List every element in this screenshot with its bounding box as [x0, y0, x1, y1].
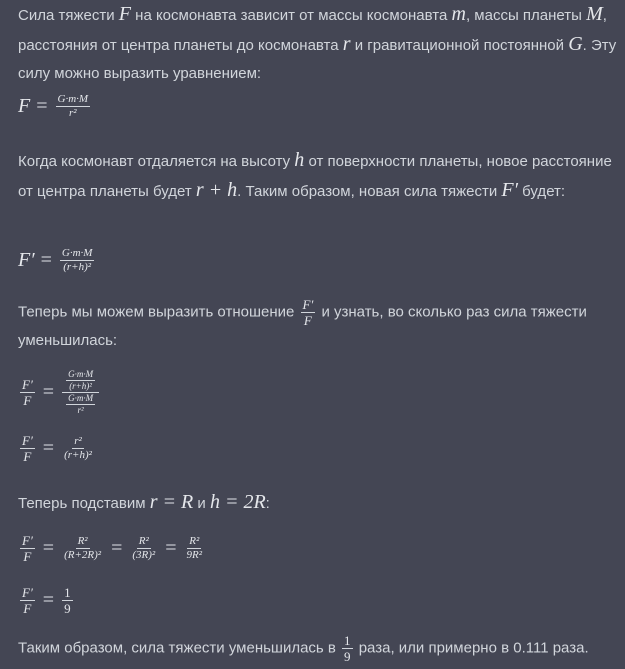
text: , расстояния от центра планеты до космонавта — [18, 7, 607, 54]
numerator: F′ — [22, 533, 33, 548]
math-h: h — [294, 149, 305, 171]
text: Теперь мы можем выразить отношение — [18, 303, 295, 321]
denominator: (R+2R)² — [64, 549, 102, 561]
text: , массы планеты — [465, 7, 582, 24]
eq-sign: = — [40, 249, 52, 271]
math-M: M — [586, 3, 603, 25]
fraction-lhs — [20, 534, 35, 563]
math-Fprime: F′ — [501, 179, 518, 201]
eq-sign: = — [42, 437, 55, 459]
paragraph-intro — [18, 0, 619, 88]
numerator: R² — [138, 535, 149, 547]
denominator: F — [23, 601, 32, 616]
equation-ratio-simplified — [18, 434, 96, 463]
eq-lhs: F′ — [18, 249, 35, 271]
fraction-bottom — [66, 394, 95, 415]
eq-sign: = — [42, 537, 55, 559]
fraction-lhs — [20, 378, 35, 407]
eq-sign: = — [111, 537, 123, 559]
math-expr: r + h — [195, 179, 238, 201]
fraction-ratio — [301, 298, 316, 327]
denominator: F — [23, 449, 32, 464]
text: будет: — [522, 183, 566, 200]
text: Когда космонавт отдаляется на высоту — [18, 153, 291, 170]
fraction-lhs — [20, 586, 35, 615]
fraction-lhs — [20, 434, 35, 463]
math-m: m — [451, 3, 466, 25]
denominator: F — [23, 393, 32, 408]
equation-ratio-complex — [18, 370, 101, 415]
text: и — [197, 495, 206, 512]
math-F: F — [118, 3, 131, 25]
equation-result — [18, 586, 75, 615]
denominator: r² — [77, 405, 84, 415]
paragraph-conclusion — [18, 634, 619, 663]
denominator: (r+h)² — [64, 449, 92, 461]
paragraph-ratio — [18, 298, 619, 355]
paragraph-substitute — [18, 488, 619, 518]
fraction-compound — [62, 370, 99, 415]
numerator: R² — [77, 535, 88, 547]
fraction — [62, 536, 103, 561]
fraction — [62, 586, 73, 615]
text: от поверхности планеты, новое расстояние от центра планеты будет — [18, 153, 612, 200]
fraction-top — [66, 370, 95, 391]
text: Теперь подставим — [18, 495, 146, 512]
numerator — [62, 370, 99, 393]
fraction-one-ninth — [342, 634, 353, 663]
denominator: (r+h)² — [63, 261, 92, 273]
denominator: (3R)² — [132, 549, 156, 561]
text: на космонавта зависит от массы космонавта — [135, 7, 448, 24]
numerator: G·m·M — [68, 369, 94, 379]
numerator: F′ — [22, 433, 33, 448]
math-expr: h = 2R — [209, 491, 266, 513]
equation-new-force — [18, 248, 96, 273]
fraction — [60, 248, 95, 273]
text: раза, или примерно в 0.111 раза. — [358, 639, 589, 657]
denominator: (r+h)² — [69, 381, 92, 391]
eq-sign: = — [165, 537, 177, 559]
eq-lhs: F — [18, 95, 31, 117]
numerator: F′ — [22, 377, 33, 392]
denominator: 9 — [344, 649, 351, 664]
numerator: r² — [74, 435, 82, 447]
numerator: G·m·M — [68, 393, 94, 403]
denominator: F — [23, 549, 32, 564]
numerator: R² — [189, 535, 200, 547]
fraction — [184, 536, 204, 561]
text: . Таким образом, новая сила тяжести — [237, 183, 498, 200]
denominator: 9R² — [186, 549, 203, 561]
numerator: 1 — [344, 633, 351, 648]
text: : — [265, 495, 270, 512]
numerator: G·m·M — [57, 93, 89, 105]
denominator: F — [303, 313, 312, 328]
denominator: 9 — [64, 601, 71, 616]
eq-sign: = — [36, 95, 48, 117]
text: Сила тяжести — [18, 7, 115, 24]
eq-sign: = — [42, 381, 55, 403]
equation-substituted — [18, 534, 206, 563]
math-G: G — [568, 33, 583, 55]
numerator: F′ — [22, 585, 33, 600]
math-r: r — [342, 33, 351, 55]
denominator — [62, 393, 99, 415]
fraction — [62, 436, 94, 461]
fraction — [56, 94, 91, 119]
eq-sign: = — [42, 589, 55, 611]
equation-gravity — [18, 94, 92, 119]
denominator: r² — [68, 107, 77, 119]
text: . Эту силу можно выразить уравнением: — [18, 37, 617, 82]
fraction — [130, 536, 157, 561]
math-expr: r = R — [149, 491, 194, 513]
numerator: G·m·M — [61, 247, 93, 259]
text: Таким образом, сила тяжести уменьшилась в — [18, 639, 336, 657]
text: и гравитационной постоянной — [354, 37, 565, 54]
numerator: F′ — [302, 297, 314, 312]
text: и узнать, во сколько раз сила тяжести уменьшилась: — [18, 303, 587, 349]
numerator: 1 — [64, 585, 71, 600]
paragraph-height — [18, 146, 619, 206]
